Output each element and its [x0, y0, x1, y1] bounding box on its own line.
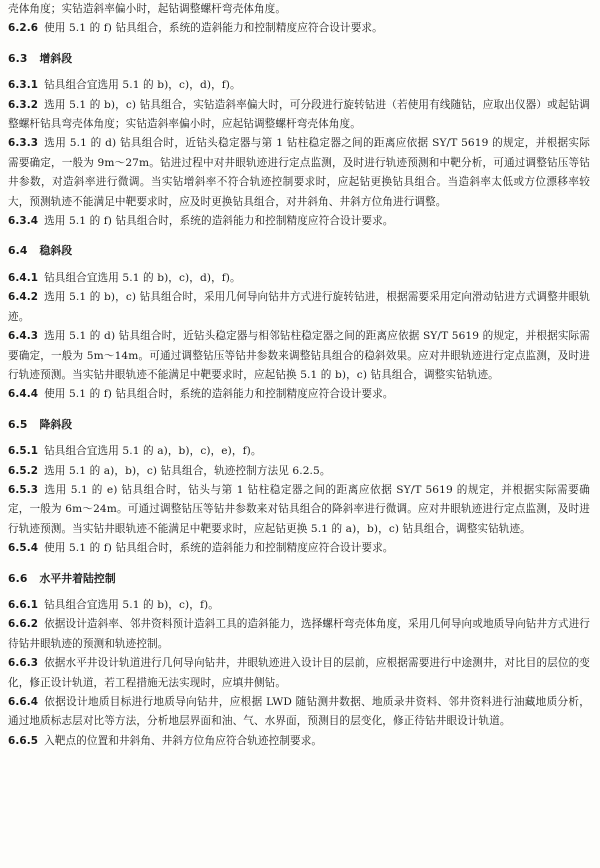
clause-paragraph [8, 288, 590, 327]
clause-text: 选用 5.1 的 b)，c) 钻具组合时，采用几何导向钻井方式进行旋转钻进，根据需要采用定向滑动钻进方式调整井眼轨迹。 [8, 291, 590, 323]
clause-number: 6.6.5 [8, 734, 39, 747]
section-heading [8, 241, 590, 260]
clause-paragraph [8, 327, 590, 385]
clause-text: 钻具组合宜选用 5.1 的 a)，b)，c)，e)，f)。 [44, 445, 262, 458]
section-title: 降斜段 [39, 417, 73, 431]
clause-text: 钻具组合宜选用 5.1 的 b)，c)，d)，f)。 [44, 271, 241, 284]
clause-paragraph [8, 481, 590, 539]
section-number: 6.6 [8, 571, 28, 585]
clause-number: 6.4.4 [8, 388, 39, 401]
section-number: 6.3 [8, 51, 28, 65]
clause-paragraph [8, 269, 590, 288]
clause-paragraph [8, 19, 590, 38]
clause-paragraph [8, 76, 590, 95]
section-heading [8, 569, 590, 588]
clause-paragraph [8, 615, 590, 654]
clause-number: 6.5.1 [8, 445, 39, 458]
clause-text: 钻具组合宜选用 5.1 的 b)，c)，d)，f)。 [44, 79, 241, 92]
clause-number: 6.4.2 [8, 291, 39, 304]
section-heading [8, 415, 590, 434]
clause-number: 6.6.2 [8, 618, 39, 631]
clause-text: 依据设计造斜率、邻井资料预计造斜工具的造斜能力，选择螺杆弯壳体角度，采用几何导向或地质导向钻井方式进行待钻井眼轨迹的预测和轨迹控制。 [8, 618, 590, 650]
clause-paragraph [8, 96, 590, 135]
clause-paragraph [8, 442, 590, 461]
clause-text: 选用 5.1 的 a)，b)，c) 钻具组合，轨迹控制方法见 6.2.5。 [44, 464, 331, 477]
clause-text: 选用 5.1 的 d) 钻具组合时，近钻头稳定器与相邻钻柱稳定器之间的距离应依据 SY/T 5619 的规定，并根据实际需要确定，一般为 5m～14m。可通过调整钻压等钻井参数来调整钻具组合的稳斜效果。应对井眼轨迹进行定点监测，及时进行轨迹预测。当实钻井眼轨迹不能满足中靶要求时，应起钻换 5.1 的 b)，c) 钻具组合，调整实钻轨迹。 [8, 330, 590, 381]
section-heading [8, 49, 590, 68]
clause-number: 6.6.3 [8, 657, 39, 670]
clause-paragraph [8, 596, 590, 615]
clause-paragraph [8, 693, 590, 732]
clause-number: 6.3.1 [8, 79, 39, 92]
clause-number: 6.5.2 [8, 464, 39, 477]
clause-number: 6.3.3 [8, 137, 39, 150]
clause-number: 6.5.3 [8, 483, 39, 496]
clause-text: 选用 5.1 的 f) 钻具组合时，系统的造斜能力和控制精度应符合设计要求。 [44, 215, 394, 228]
clause-text: 选用 5.1 的 d) 钻具组合时，近钻头稳定器与第 1 钻柱稳定器之间的距离应依据 SY/T 5619 的规定，并根据实际需要确定，一般为 9m～27m。钻进过程中对井眼轨迹进行定点监测，及时进行轨迹预测和中靶分析，可通过调整钻压等钻井参数，对造斜率进行微调。当实钻增斜率不符合轨迹控制要求时，应起钻更换钻具组合。当造斜率太低或方位漂移率较大，预测轨迹不能满足中靶要求时，应及时更换钻具组合，对井斜角、井斜方位角进行调整。 [8, 137, 590, 208]
clause-number: 6.4.1 [8, 271, 39, 284]
clause-paragraph [8, 134, 590, 212]
clause-paragraph [8, 212, 590, 231]
section-title: 稳斜段 [39, 244, 73, 258]
section-number: 6.5 [8, 417, 28, 431]
clause-paragraph [8, 654, 590, 693]
section-number: 6.4 [8, 244, 28, 258]
section-title: 增斜段 [39, 51, 73, 65]
clause-number: 6.3.4 [8, 215, 39, 228]
clause-number: 6.3.2 [8, 98, 39, 111]
clause-text: 选用 5.1 的 e) 钻具组合时，钻头与第 1 钻柱稳定器之间的距离应依据 SY/T 5619 的规定，并根据实际需要确定，一般为 6m～24m。可通过调整钻压等钻井参数来对钻具组合的降斜率进行微调。应对井眼轨迹进行定点监测，及时进行轨迹预测。当实钻井眼轨迹不能满足中靶要求时，应起钻更换 5.1 的 a)，b)，c) 钻具组合，调整实钻轨迹。 [8, 483, 590, 535]
clause-paragraph [8, 462, 590, 481]
clause-text: 钻具组合宜选用 5.1 的 b)，c)，f)。 [44, 598, 219, 611]
continued-paragraph: 壳体角度；实钻造斜率偏小时，起钻调整螺杆弯壳体角度。 [8, 3, 287, 15]
clause-paragraph [8, 385, 590, 404]
clause-text: 入靶点的位置和井斜角、井斜方位角应符合轨迹控制要求。 [44, 734, 323, 747]
clause-text: 使用 5.1 的 f) 钻具组合时，系统的造斜能力和控制精度应符合设计要求。 [44, 542, 394, 555]
clause-text: 依据水平井设计轨道进行几何导向钻井，井眼轨迹进入设计目的层前，应根据需要进行中途测井，对比目的层位的变化，修正设计轨道，若工程措施无法实现时，应填井侧钻。 [8, 657, 590, 689]
section-title: 水平井着陆控制 [39, 571, 116, 585]
clause-text: 使用 5.1 的 f) 钻具组合时，系统的造斜能力和控制精度应符合设计要求。 [44, 388, 394, 401]
clause-number: 6.5.4 [8, 542, 39, 555]
clause-paragraph [8, 539, 590, 558]
clause-number: 6.4.3 [8, 330, 39, 343]
clause-number: 6.6.4 [8, 696, 39, 708]
clause-text: 依据设计地质目标进行地质导向钻井，应根据 LWD 随钻测井数据、地质录井资料、邻井资料进行油藏地质分析，通过地质标志层对比等方法，分析地层界面和油、气、水界面，预测目的层变化，修正待钻井眼设计轨道。 [8, 696, 590, 728]
clause-paragraph [8, 732, 590, 751]
clause-number: 6.6.1 [8, 598, 39, 611]
clause-number: 6.2.6 [8, 22, 39, 35]
clause-text: 选用 5.1 的 b)，c) 钻具组合，实钻造斜率偏大时，可分段进行旋转钻进（若使用有线随钻，应取出仪器）或起钻调整螺杆钻具弯壳体角度；实钻造斜率偏小时，应起钻调整螺杆弯壳体角度。 [8, 98, 590, 131]
clause-text: 使用 5.1 的 f) 钻具组合，系统的造斜能力和控制精度应符合设计要求。 [44, 22, 383, 35]
